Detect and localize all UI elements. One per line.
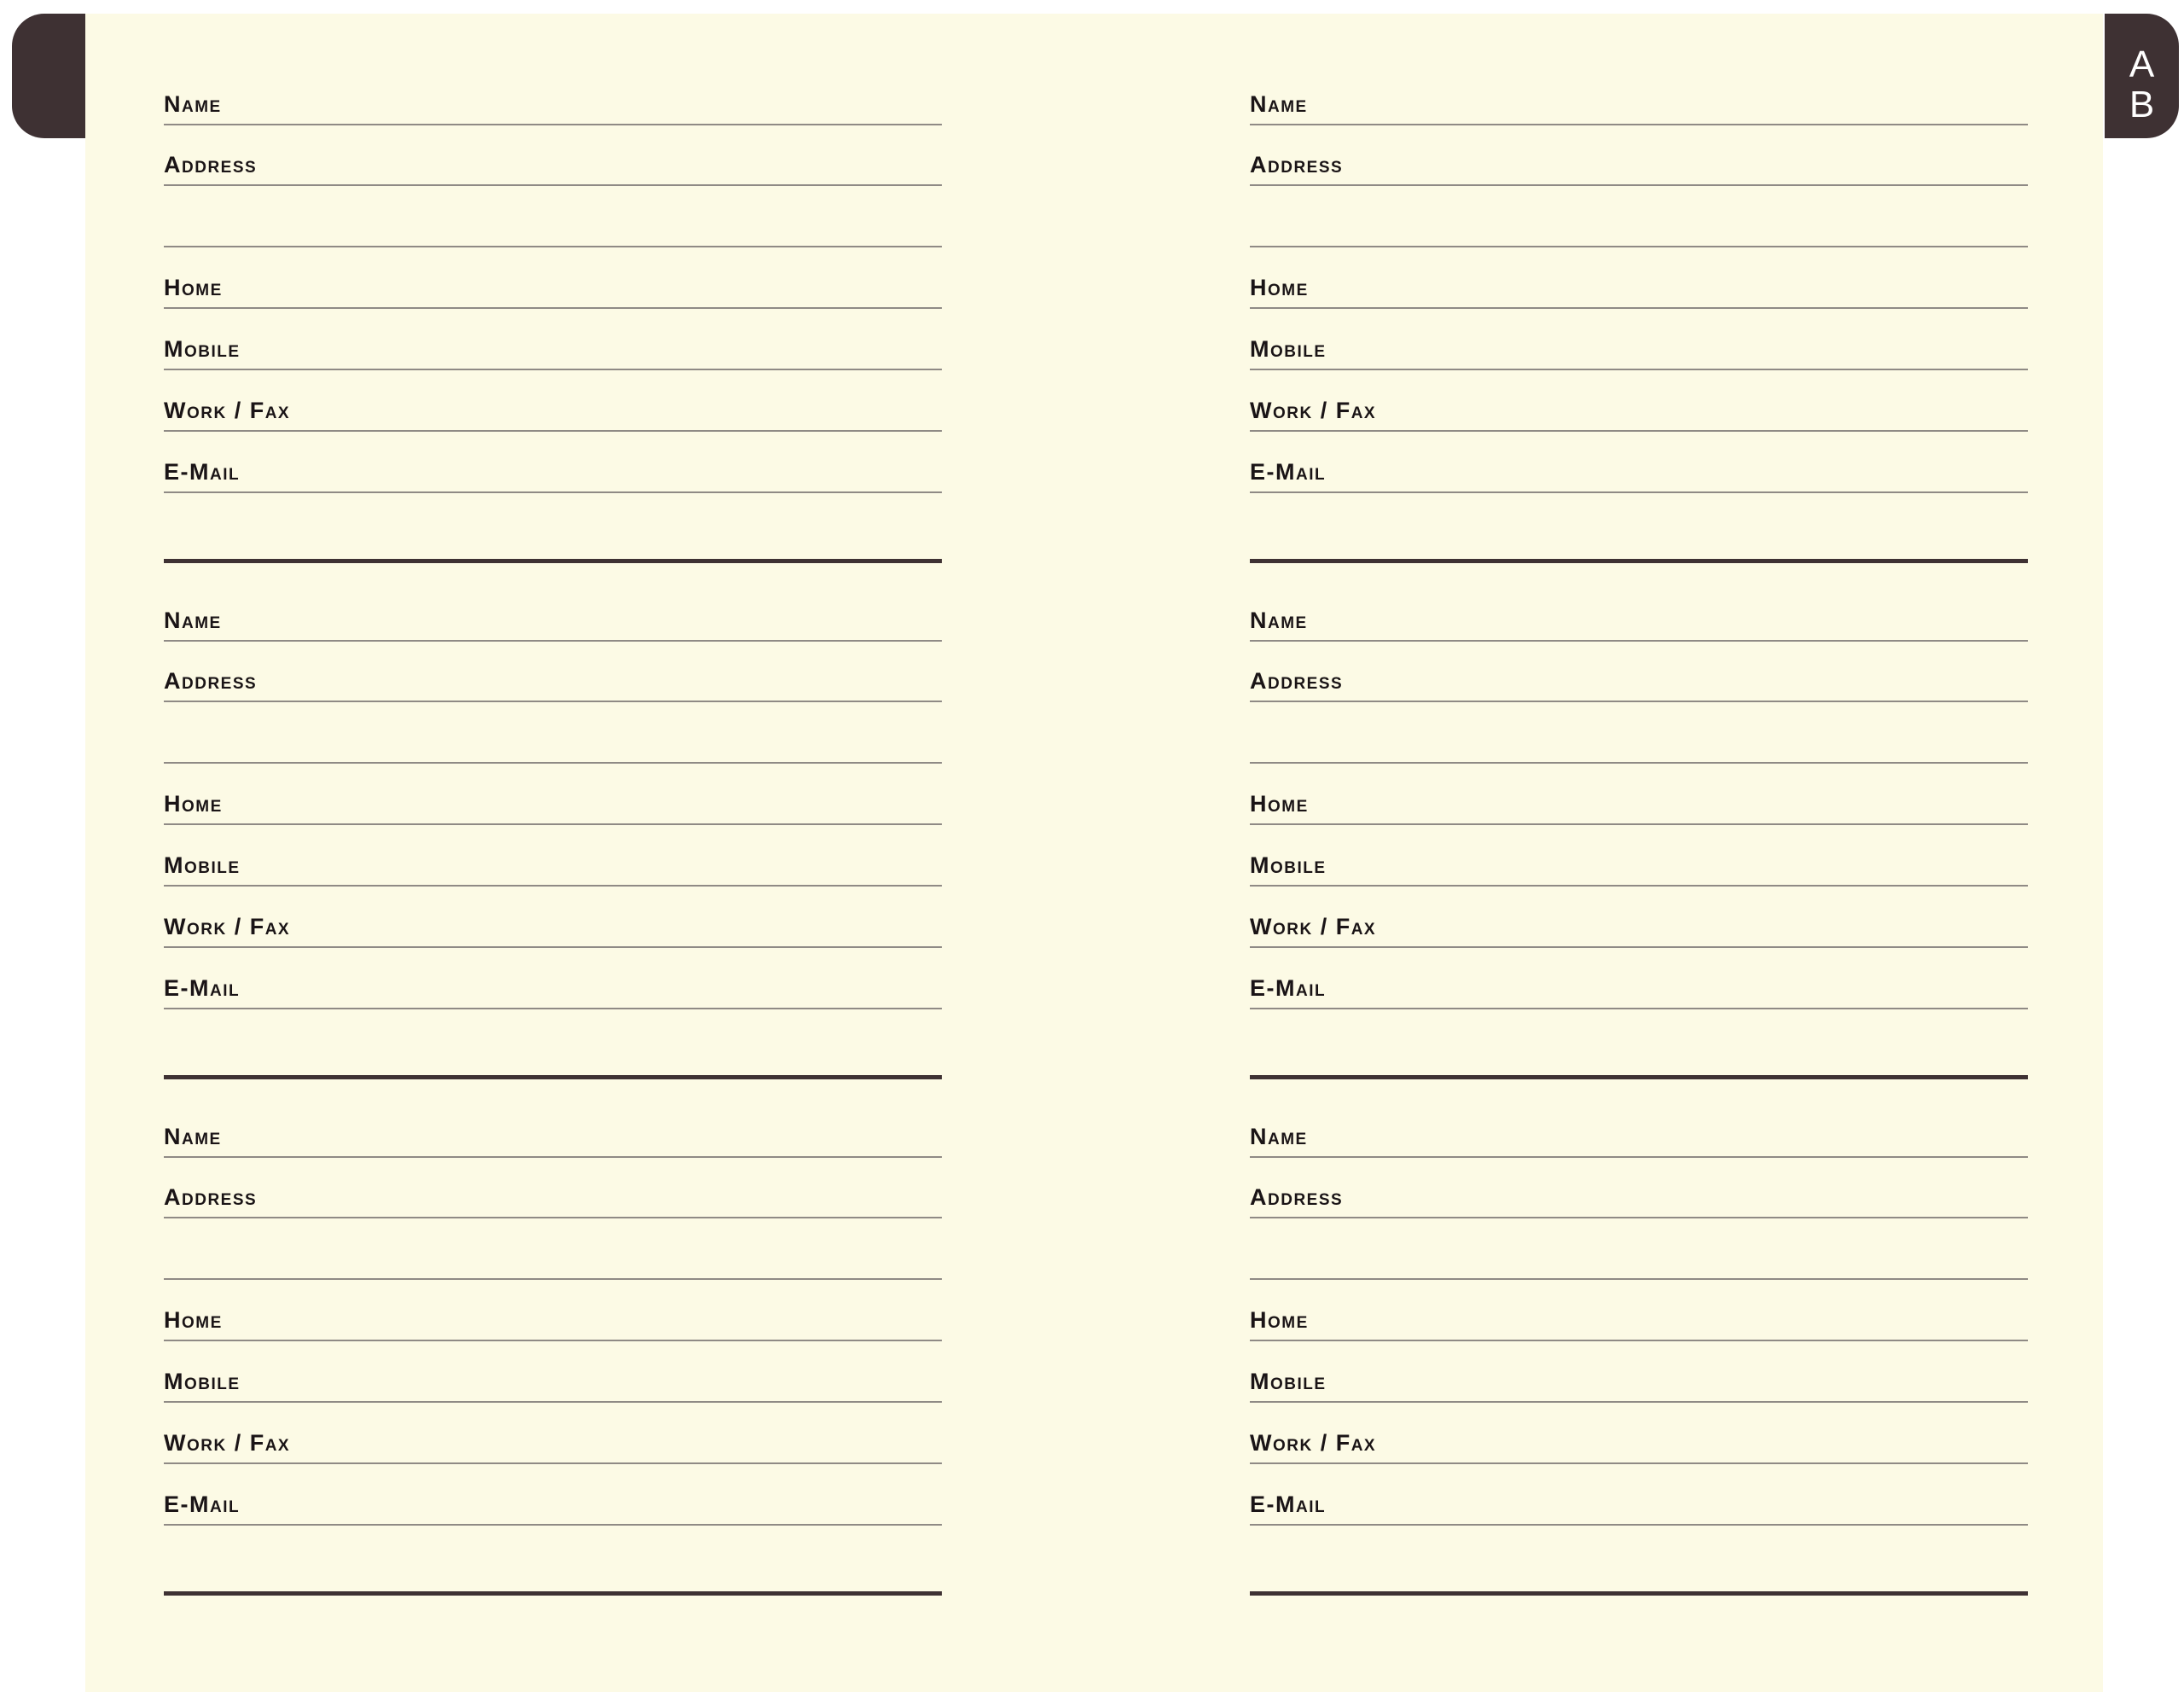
writing-line — [1250, 1008, 2028, 1009]
name-label: Name — [164, 91, 222, 117]
home-phone-label: Home — [1250, 1307, 1309, 1333]
work-fax-field[interactable] — [1250, 887, 2028, 948]
mobile-phone-field[interactable] — [164, 825, 942, 887]
entry-divider — [1250, 1591, 2028, 1596]
address-label: Address — [1250, 668, 1344, 694]
mobile-phone-field[interactable] — [1250, 825, 2028, 887]
index-tab-letter: B — [2129, 84, 2155, 125]
home-phone-field[interactable] — [164, 247, 942, 309]
work-fax-field[interactable] — [164, 370, 942, 432]
email-field[interactable] — [1250, 432, 2028, 493]
address-label: Address — [1250, 1184, 1344, 1210]
writing-line — [1250, 1524, 2028, 1526]
mobile-phone-field[interactable] — [164, 309, 942, 370]
name-label: Name — [1250, 1124, 1308, 1149]
address-line-2-field[interactable] — [1250, 702, 2028, 764]
work-fax-label: Work / Fax — [1250, 398, 1377, 423]
name-field[interactable] — [164, 1096, 942, 1158]
address-label: Address — [164, 152, 258, 177]
contact-entry — [164, 0, 942, 597]
mobile-phone-label: Mobile — [1250, 336, 1327, 362]
email-field[interactable] — [1250, 948, 2028, 1009]
writing-line — [164, 491, 942, 493]
writing-line — [164, 1008, 942, 1009]
name-field[interactable] — [1250, 64, 2028, 125]
contact-entry — [1250, 1032, 2028, 1630]
index-tab-ab[interactable] — [2105, 14, 2179, 138]
work-fax-label: Work / Fax — [164, 398, 291, 423]
home-phone-label: Home — [1250, 791, 1309, 817]
work-fax-label: Work / Fax — [1250, 914, 1377, 939]
name-label: Name — [164, 1124, 222, 1149]
email-label: E-Mail — [164, 975, 241, 1001]
contact-entry — [164, 1032, 942, 1630]
address-line-2-field[interactable] — [164, 702, 942, 764]
mobile-phone-label: Mobile — [164, 852, 241, 878]
writing-line — [164, 1524, 942, 1526]
mobile-phone-field[interactable] — [1250, 1341, 2028, 1403]
mobile-phone-field[interactable] — [164, 1341, 942, 1403]
contact-entry — [1250, 516, 2028, 1113]
mobile-phone-label: Mobile — [1250, 852, 1327, 878]
email-field[interactable] — [164, 1464, 942, 1526]
address-field[interactable] — [164, 125, 942, 186]
left-page-column — [164, 0, 942, 1692]
right-page-column — [1250, 0, 2028, 1692]
address-field[interactable] — [1250, 125, 2028, 186]
name-field[interactable] — [1250, 580, 2028, 642]
home-phone-label: Home — [164, 791, 223, 817]
work-fax-field[interactable] — [1250, 370, 2028, 432]
email-label: E-Mail — [164, 459, 241, 485]
name-field[interactable] — [164, 580, 942, 642]
address-field[interactable] — [164, 1157, 942, 1218]
address-line-2-field[interactable] — [164, 186, 942, 247]
email-field[interactable] — [164, 948, 942, 1009]
address-line-2-field[interactable] — [1250, 1218, 2028, 1280]
work-fax-field[interactable] — [1250, 1403, 2028, 1464]
mobile-phone-field[interactable] — [1250, 309, 2028, 370]
mobile-phone-label: Mobile — [164, 336, 241, 362]
home-phone-field[interactable] — [1250, 764, 2028, 825]
address-label: Address — [164, 668, 258, 694]
work-fax-label: Work / Fax — [1250, 1430, 1377, 1456]
home-phone-field[interactable] — [164, 764, 942, 825]
email-label: E-Mail — [1250, 1491, 1327, 1517]
work-fax-label: Work / Fax — [164, 914, 291, 939]
index-tab-letter: A — [2129, 44, 2155, 85]
address-field[interactable] — [1250, 641, 2028, 702]
home-phone-field[interactable] — [1250, 1280, 2028, 1341]
work-fax-label: Work / Fax — [164, 1430, 291, 1456]
contact-entry — [164, 516, 942, 1113]
home-phone-label: Home — [164, 275, 223, 300]
name-field[interactable] — [164, 64, 942, 125]
home-phone-field[interactable] — [1250, 247, 2028, 309]
address-line-2-field[interactable] — [1250, 186, 2028, 247]
address-line-2-field[interactable] — [164, 1218, 942, 1280]
entry-divider — [164, 1591, 942, 1596]
address-field[interactable] — [164, 641, 942, 702]
mobile-phone-label: Mobile — [1250, 1369, 1327, 1394]
email-label: E-Mail — [1250, 459, 1327, 485]
home-phone-field[interactable] — [164, 1280, 942, 1341]
address-label: Address — [1250, 152, 1344, 177]
home-phone-label: Home — [1250, 275, 1309, 300]
address-field[interactable] — [1250, 1157, 2028, 1218]
name-field[interactable] — [1250, 1096, 2028, 1158]
email-label: E-Mail — [1250, 975, 1327, 1001]
email-label: E-Mail — [164, 1491, 241, 1517]
email-field[interactable] — [1250, 1464, 2028, 1526]
contact-entry — [1250, 0, 2028, 597]
name-label: Name — [164, 608, 222, 633]
left-page-tab — [12, 14, 85, 138]
work-fax-field[interactable] — [164, 887, 942, 948]
mobile-phone-label: Mobile — [164, 1369, 241, 1394]
work-fax-field[interactable] — [164, 1403, 942, 1464]
name-label: Name — [1250, 608, 1308, 633]
email-field[interactable] — [164, 432, 942, 493]
name-label: Name — [1250, 91, 1308, 117]
writing-line — [1250, 491, 2028, 493]
address-label: Address — [164, 1184, 258, 1210]
home-phone-label: Home — [164, 1307, 223, 1333]
